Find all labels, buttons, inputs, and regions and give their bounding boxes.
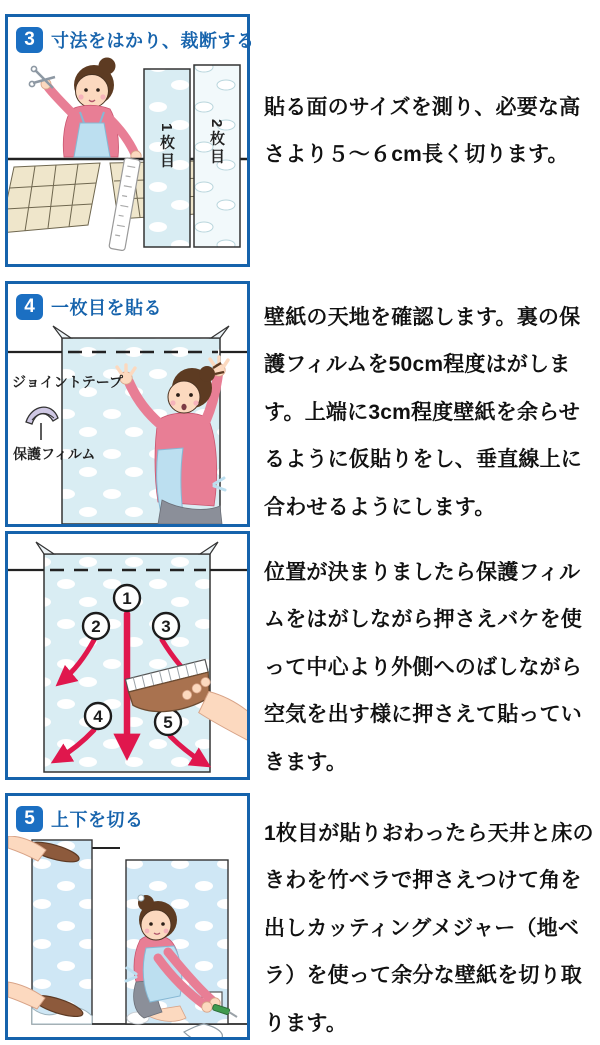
excess-paper-ribbon [184, 1024, 222, 1037]
sheet1-label: 1枚目 [158, 123, 175, 171]
step3-title: 寸法をはかり、裁断する [51, 31, 255, 51]
step4-description: 壁紙の天地を確認します。裏の保護フィルムを50cm程度はがします。上端に3cm程度壁紙を余らせるように仮貼りをし、垂直線上に合わせるようにします。 [264, 306, 582, 519]
step5-panel [5, 793, 250, 1040]
smoothing-description: 位置が決まりましたら保護フィルムをはがしながら押さえバケを使って中心より外側へのばしながら空気を出す様に押さえて貼っていきます。 [264, 561, 582, 774]
step5-description: 1枚目が貼りおわったら天井と床のきわを竹ベラで押さえつけて角を出しカッティングメジャー（地ベラ）を使って余分な壁紙を切り取ります。 [264, 822, 594, 1035]
protective-film-label: 保護フィルム [13, 446, 96, 462]
trimming-scene-graphic [8, 836, 247, 1037]
step3-description: 貼る面のサイズを測り、必要な高さより５～６cm長く切ります。 [264, 96, 581, 167]
step4-illustration [8, 324, 247, 524]
step5-illustration [8, 836, 247, 1037]
step3-header [8, 17, 255, 57]
sheet2-label: 2枚目 [208, 119, 225, 167]
step5-title: 上下を切る [51, 810, 144, 830]
cutting-mat-left [8, 163, 100, 233]
step4-panel [5, 281, 250, 527]
sheet-corner-left [53, 326, 71, 338]
step5-number-badge: 5 [16, 806, 43, 832]
arrow-number-5: 5 [163, 713, 173, 732]
arrow-number-2: 2 [91, 617, 101, 636]
arrow-number-3: 3 [161, 617, 171, 636]
first-sheet-scene-graphic [8, 324, 247, 524]
joint-tape-label: ジョイントテープ [12, 374, 124, 390]
step5-header [8, 796, 247, 836]
arrow-number-1: 1 [122, 589, 132, 608]
sheet-corner-right [211, 326, 229, 338]
sheet-corner-right [200, 542, 218, 554]
step3-illustration [8, 57, 247, 264]
smoothing-panel [5, 531, 250, 780]
step3-number-badge: 3 [16, 27, 43, 53]
step4-title: 一枚目を貼る [51, 298, 162, 318]
woman-cutting-figure [29, 58, 141, 162]
step3-panel [5, 14, 255, 267]
smoothing-scene-graphic [8, 534, 247, 777]
protective-film-curl-icon [26, 407, 58, 440]
sheet-corner-left [36, 542, 54, 554]
smoothing-illustration [8, 534, 247, 777]
arrow-number-4: 4 [93, 707, 103, 726]
step4-number-badge: 4 [16, 294, 43, 320]
step4-header [8, 284, 247, 324]
